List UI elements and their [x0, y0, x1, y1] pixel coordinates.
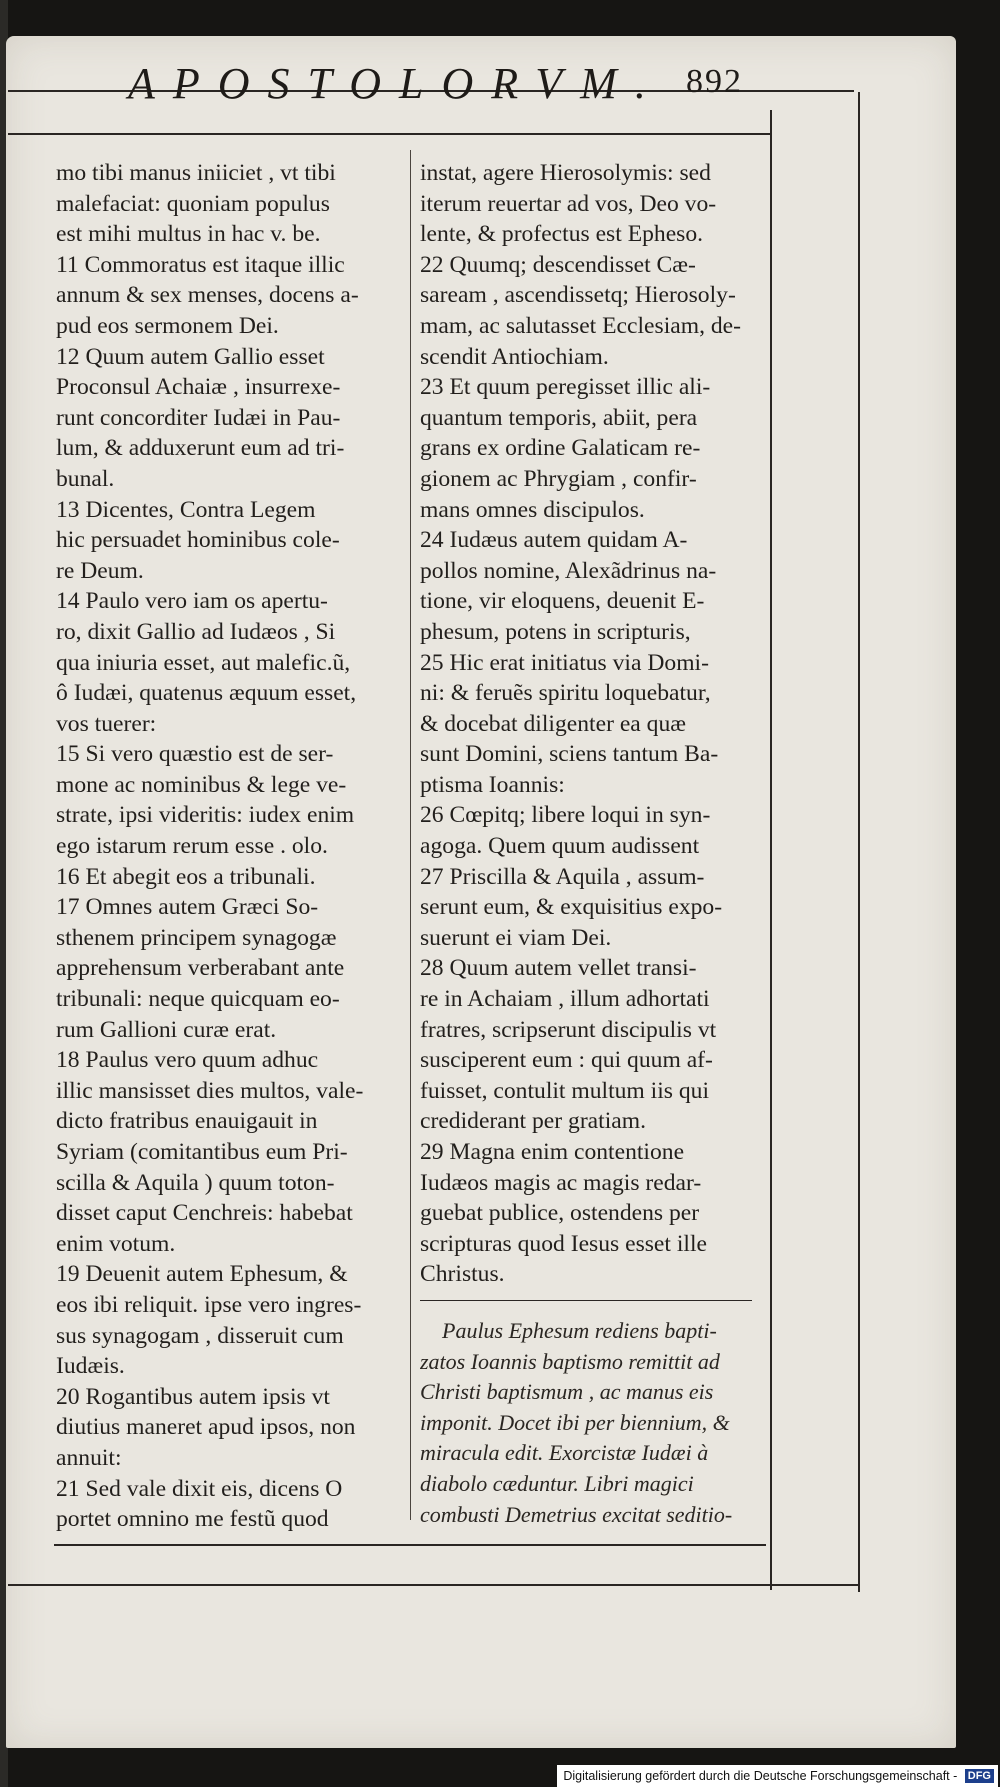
- text-line: instat, agere Hierosolymis: sed: [420, 160, 711, 186]
- text-line: lente, & profectus est Epheso.: [420, 221, 704, 248]
- text-line: pud eos sermonem Dei.: [56, 312, 279, 339]
- text-line: 17 Omnes autem Græci So-: [56, 894, 319, 921]
- text-line: gionem ac Phrygiam , confir-: [420, 465, 697, 492]
- text-line: est mihi multus in hac v. be.: [56, 221, 321, 248]
- text-line: portet omnino me festũ quod: [56, 1506, 329, 1533]
- text-line: Syriam (comitantibus eum Pri-: [56, 1139, 348, 1165]
- text-line: scripturas quod Iesus esset ille: [420, 1230, 707, 1257]
- text-line: zatos Ioannis baptismo remittit ad: [420, 1348, 720, 1374]
- summary-rule: [420, 1300, 752, 1301]
- left-column: [56, 158, 402, 1535]
- text-line: strate, ipsi videritis: iudex enim: [56, 802, 355, 829]
- text-line: 14 Paulo vero iam os apertu-: [56, 588, 328, 615]
- text-line: suerunt ei viam Dei.: [420, 924, 612, 951]
- text-line: sunt Domini, sciens tantum Ba-: [420, 741, 719, 768]
- text-line: 13 Dicentes, Contra Legem: [56, 496, 316, 523]
- text-line: 27 Priscilla & Aquila , assum-: [420, 863, 705, 890]
- text-line: lum, & adduxerunt eum ad tri-: [56, 435, 345, 462]
- text-line: guebat publice, ostendens per: [420, 1200, 700, 1227]
- text-line: 19 Deuenit autem Ephesum, &: [56, 1261, 348, 1288]
- text-line: 24 Iudæus autem quidam A-: [420, 527, 688, 554]
- text-line: 18 Paulus vero quum adhuc: [56, 1047, 319, 1074]
- text-line: runt concorditer Iudæi in Pau-: [56, 404, 341, 431]
- dfg-logo: DFG: [965, 1769, 994, 1783]
- text-line: imponit. Docet ibi per biennium, &: [420, 1409, 730, 1435]
- text-line: apprehensum verberabant ante: [56, 955, 345, 982]
- text-line: Iudæis.: [56, 1353, 125, 1380]
- text-line: ptisma Ioannis:: [420, 771, 565, 798]
- text-line: serunt eum, & exquisitius expo-: [420, 894, 723, 921]
- text-line: 26 Cœpitq; libere loqui in syn-: [420, 802, 711, 829]
- text-line: agoga. Quem quum audissent: [420, 833, 700, 860]
- text-line: re in Achaiam , illum adhortati: [420, 986, 710, 1013]
- outer-right-border: [858, 92, 860, 1592]
- running-title: APOSTOLORVM.: [128, 59, 664, 108]
- text-line: scendit Antiochiam.: [420, 343, 609, 370]
- chapter-summary: [420, 1316, 756, 1530]
- text-line: mans omnes discipulos.: [420, 496, 645, 523]
- text-line: 29 Magna enim contentione: [420, 1139, 685, 1165]
- credit-text: Digitalisierung gefördert durch die Deutsche Forschungsgemeinschaft -: [563, 1769, 958, 1783]
- text-line: grans ex ordine Galaticam re-: [420, 435, 701, 462]
- text-line: susciperent eum : qui quum af-: [420, 1047, 713, 1074]
- text-line: 20 Rogantibus autem ipsis vt: [56, 1383, 330, 1410]
- text-line: Christi baptismum , ac manus eis: [420, 1379, 714, 1405]
- text-line: mone ac nominibus & lege ve-: [56, 771, 347, 798]
- text-line: fratres, scripserunt discipulis vt: [420, 1016, 717, 1043]
- header-rule-bottom: [8, 133, 772, 135]
- text-line: diutius maneret apud ipsos, non: [56, 1414, 356, 1441]
- text-line: qua iniuria esset, aut malefic.ũ,: [56, 649, 351, 676]
- text-line: eos ibi reliquit. ipse vero ingres-: [56, 1291, 362, 1318]
- text-line: ego istarum rerum esse . olo.: [56, 833, 328, 860]
- text-line: illic mansisset dies multos, vale-: [56, 1077, 364, 1104]
- digitization-credit: [557, 1765, 998, 1787]
- text-line: 25 Hic erat initiatus via Domi-: [420, 649, 709, 676]
- text-line: 15 Si vero quæstio est de ser-: [56, 741, 334, 768]
- text-line: bunal.: [56, 465, 115, 492]
- text-line: iterum reuertar ad vos, Deo vo-: [420, 190, 717, 217]
- text-line: 16 Et abegit eos a tribunali.: [56, 863, 316, 890]
- text-line: enim votum.: [56, 1230, 176, 1257]
- text-line: annum & sex menses, docens a-: [56, 282, 359, 309]
- text-line: Paulus Ephesum rediens bapti-: [442, 1318, 717, 1343]
- text-block-bottom-rule: [54, 1544, 766, 1546]
- text-line: tione, vir eloquens, deuenit E-: [420, 588, 705, 615]
- text-line: Christus.: [420, 1261, 505, 1288]
- text-line: quantum temporis, abiit, pera: [420, 404, 698, 431]
- column-divider: [410, 150, 411, 1520]
- text-line: re Deum.: [56, 557, 144, 584]
- text-line: mo tibi manus iniiciet , vt tibi: [56, 160, 336, 186]
- text-line: saream , ascendissetq; Hierosoly-: [420, 282, 736, 309]
- text-line: vos tuerer:: [56, 710, 157, 737]
- text-line: crediderant per gratiam.: [420, 1108, 646, 1135]
- text-line: Iudæos magis ac magis redar-: [420, 1169, 702, 1196]
- text-line: 22 Quumq; descendisset Cæ-: [420, 251, 696, 278]
- text-block-right-border: [770, 110, 772, 1590]
- text-line: rum Gallioni curæ erat.: [56, 1016, 277, 1043]
- text-line: dicto fratribus enauigauit in: [56, 1108, 318, 1135]
- text-line: pollos nomine, Alexãdrinus na-: [420, 557, 717, 584]
- text-line: hic persuadet hominibus cole-: [56, 527, 340, 554]
- text-line: sus synagogam , disseruit cum: [56, 1322, 344, 1349]
- text-line: Proconsul Achaiæ , insurrexe-: [56, 374, 341, 401]
- text-line: 28 Quum autem vellet transi-: [420, 955, 697, 982]
- text-line: ro, dixit Gallio ad Iudæos , Si: [56, 618, 336, 645]
- text-line: annuit:: [56, 1444, 122, 1471]
- outer-bottom-rule: [8, 1584, 860, 1586]
- text-line: 12 Quum autem Gallio esset: [56, 343, 325, 370]
- text-line: mam, ac salutasset Ecclesiam, de-: [420, 312, 742, 339]
- text-line: tribunali: neque quicquam eo-: [56, 986, 340, 1013]
- page-number: 892: [686, 63, 743, 100]
- text-line: scilla & Aquila ) quum toton-: [56, 1169, 335, 1196]
- text-line: 11 Commoratus est itaque illic: [56, 251, 345, 278]
- right-column: [420, 158, 756, 1290]
- text-line: miracula edit. Exorcistæ Iudæi à: [420, 1440, 709, 1466]
- text-line: 23 Et quum peregisset illic ali-: [420, 374, 711, 401]
- text-line: fuisset, contulit multum iis qui: [420, 1077, 710, 1104]
- text-line: ni: & feruẽs spiritu loquebatur,: [420, 680, 711, 707]
- text-line: diabolo cæduntur. Libri magici: [420, 1470, 694, 1496]
- text-line: ô Iudæi, quatenus æquum esset,: [56, 680, 357, 707]
- text-line: sthenem principem synagogæ: [56, 924, 337, 951]
- text-line: & docebat diligenter ea quæ: [420, 710, 686, 737]
- text-line: malefaciat: quoniam populus: [56, 190, 330, 217]
- text-line: phesum, potens in scripturis,: [420, 618, 691, 645]
- text-line: combusti Demetrius excitat seditio-: [420, 1501, 733, 1527]
- text-line: disset caput Cenchreis: habebat: [56, 1200, 353, 1227]
- text-line: 21 Sed vale dixit eis, dicens O: [56, 1475, 343, 1502]
